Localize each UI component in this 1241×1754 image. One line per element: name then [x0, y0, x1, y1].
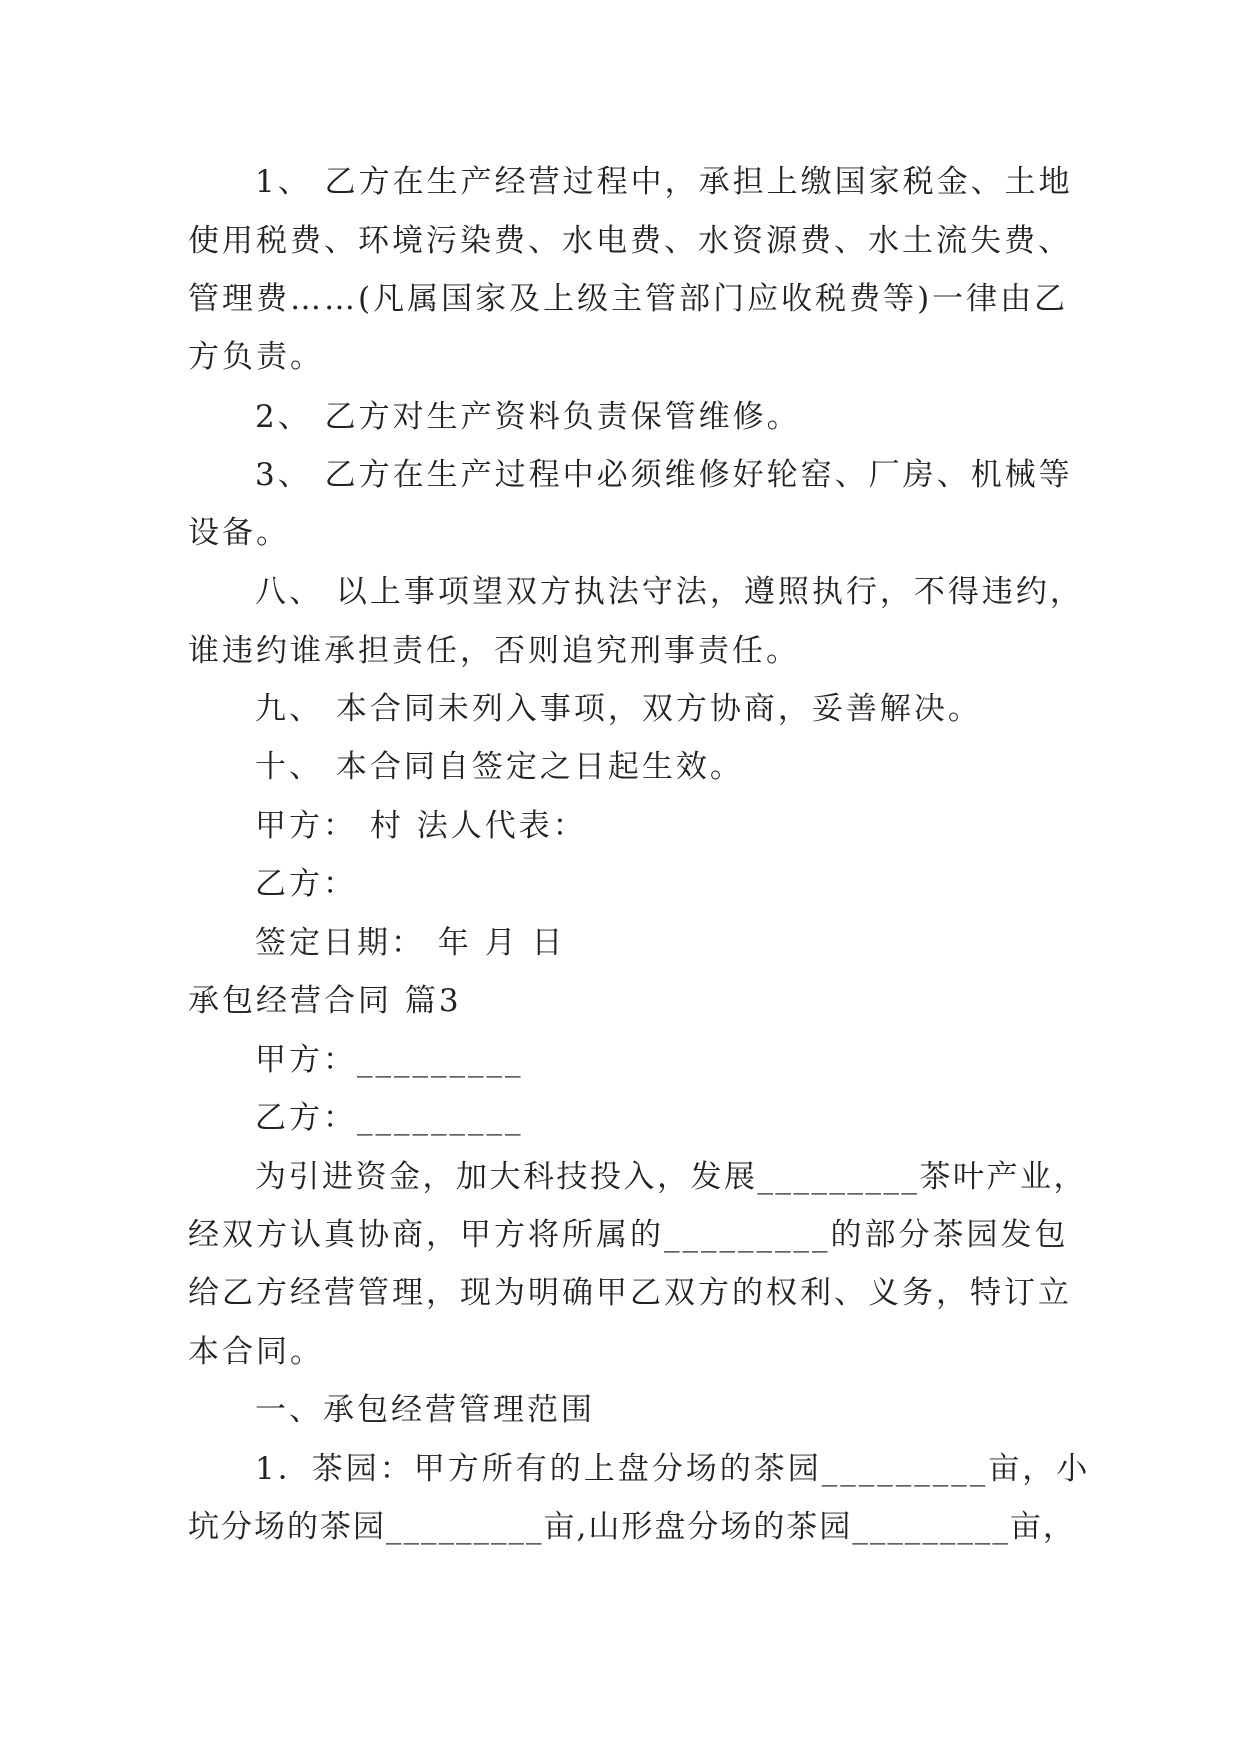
paragraph-line: 给乙方经营管理，现为明确甲乙双方的权利、义务，特订立 — [188, 1275, 1072, 1311]
paragraph-line: 设备。 — [188, 515, 290, 551]
paragraph-line: 2、 乙方对生产资料负责保管维修。 — [255, 399, 801, 435]
paragraph-line: 3、 乙方在生产过程中必须维修好轮窑、厂房、机械等 — [255, 457, 1073, 493]
paragraph-line: 八、 以上事项望双方执法守法，遵照执行，不得违约， — [255, 574, 1084, 610]
paragraph-line: 本合同。 — [188, 1334, 324, 1370]
paragraph-line: 为引进资金，加大科技投入，发展_________茶叶产业， — [255, 1159, 1087, 1195]
paragraph-line: 谁违约谁承担责任，否则追究刑事责任。 — [188, 633, 800, 669]
paragraph-line: 九、 本合同未列入事项，双方协商，妥善解决。 — [255, 691, 982, 727]
signing-date-line: 签定日期： 年 月 日 — [255, 925, 566, 961]
paragraph-line: 十、 本合同自签定之日起生效。 — [255, 749, 744, 785]
paragraph-line: 1．茶园：甲方所有的上盘分场的茶园_________亩，小 — [255, 1451, 1091, 1487]
paragraph-line: 经双方认真协商，甲方将所属的_________的部分茶园发包 — [188, 1217, 1069, 1253]
paragraph-line: 1、 乙方在生产经营过程中，承担上缴国家税金、土地 — [255, 164, 1073, 200]
clause-heading: 一、承包经营管理范围 — [255, 1392, 595, 1428]
signature-line-party-a: 甲方： 村 法人代表： — [255, 808, 587, 844]
party-a-field: 甲方：_________ — [255, 1042, 524, 1078]
section-title: 承包经营合同 篇3 — [188, 983, 462, 1019]
paragraph-line: 坑分场的茶园_________亩,山形盘分场的茶园_________亩， — [188, 1509, 1076, 1545]
paragraph-line: 管理费……(凡属国家及上级主管部门应收税费等)一律由乙 — [188, 281, 1069, 317]
paragraph-line: 方负责。 — [188, 339, 324, 375]
signature-line-party-b: 乙方： — [255, 866, 357, 902]
paragraph-line: 使用税费、环境污染费、水电费、水资源费、水土流失费、 — [188, 223, 1072, 259]
party-b-field: 乙方：_________ — [255, 1100, 524, 1136]
